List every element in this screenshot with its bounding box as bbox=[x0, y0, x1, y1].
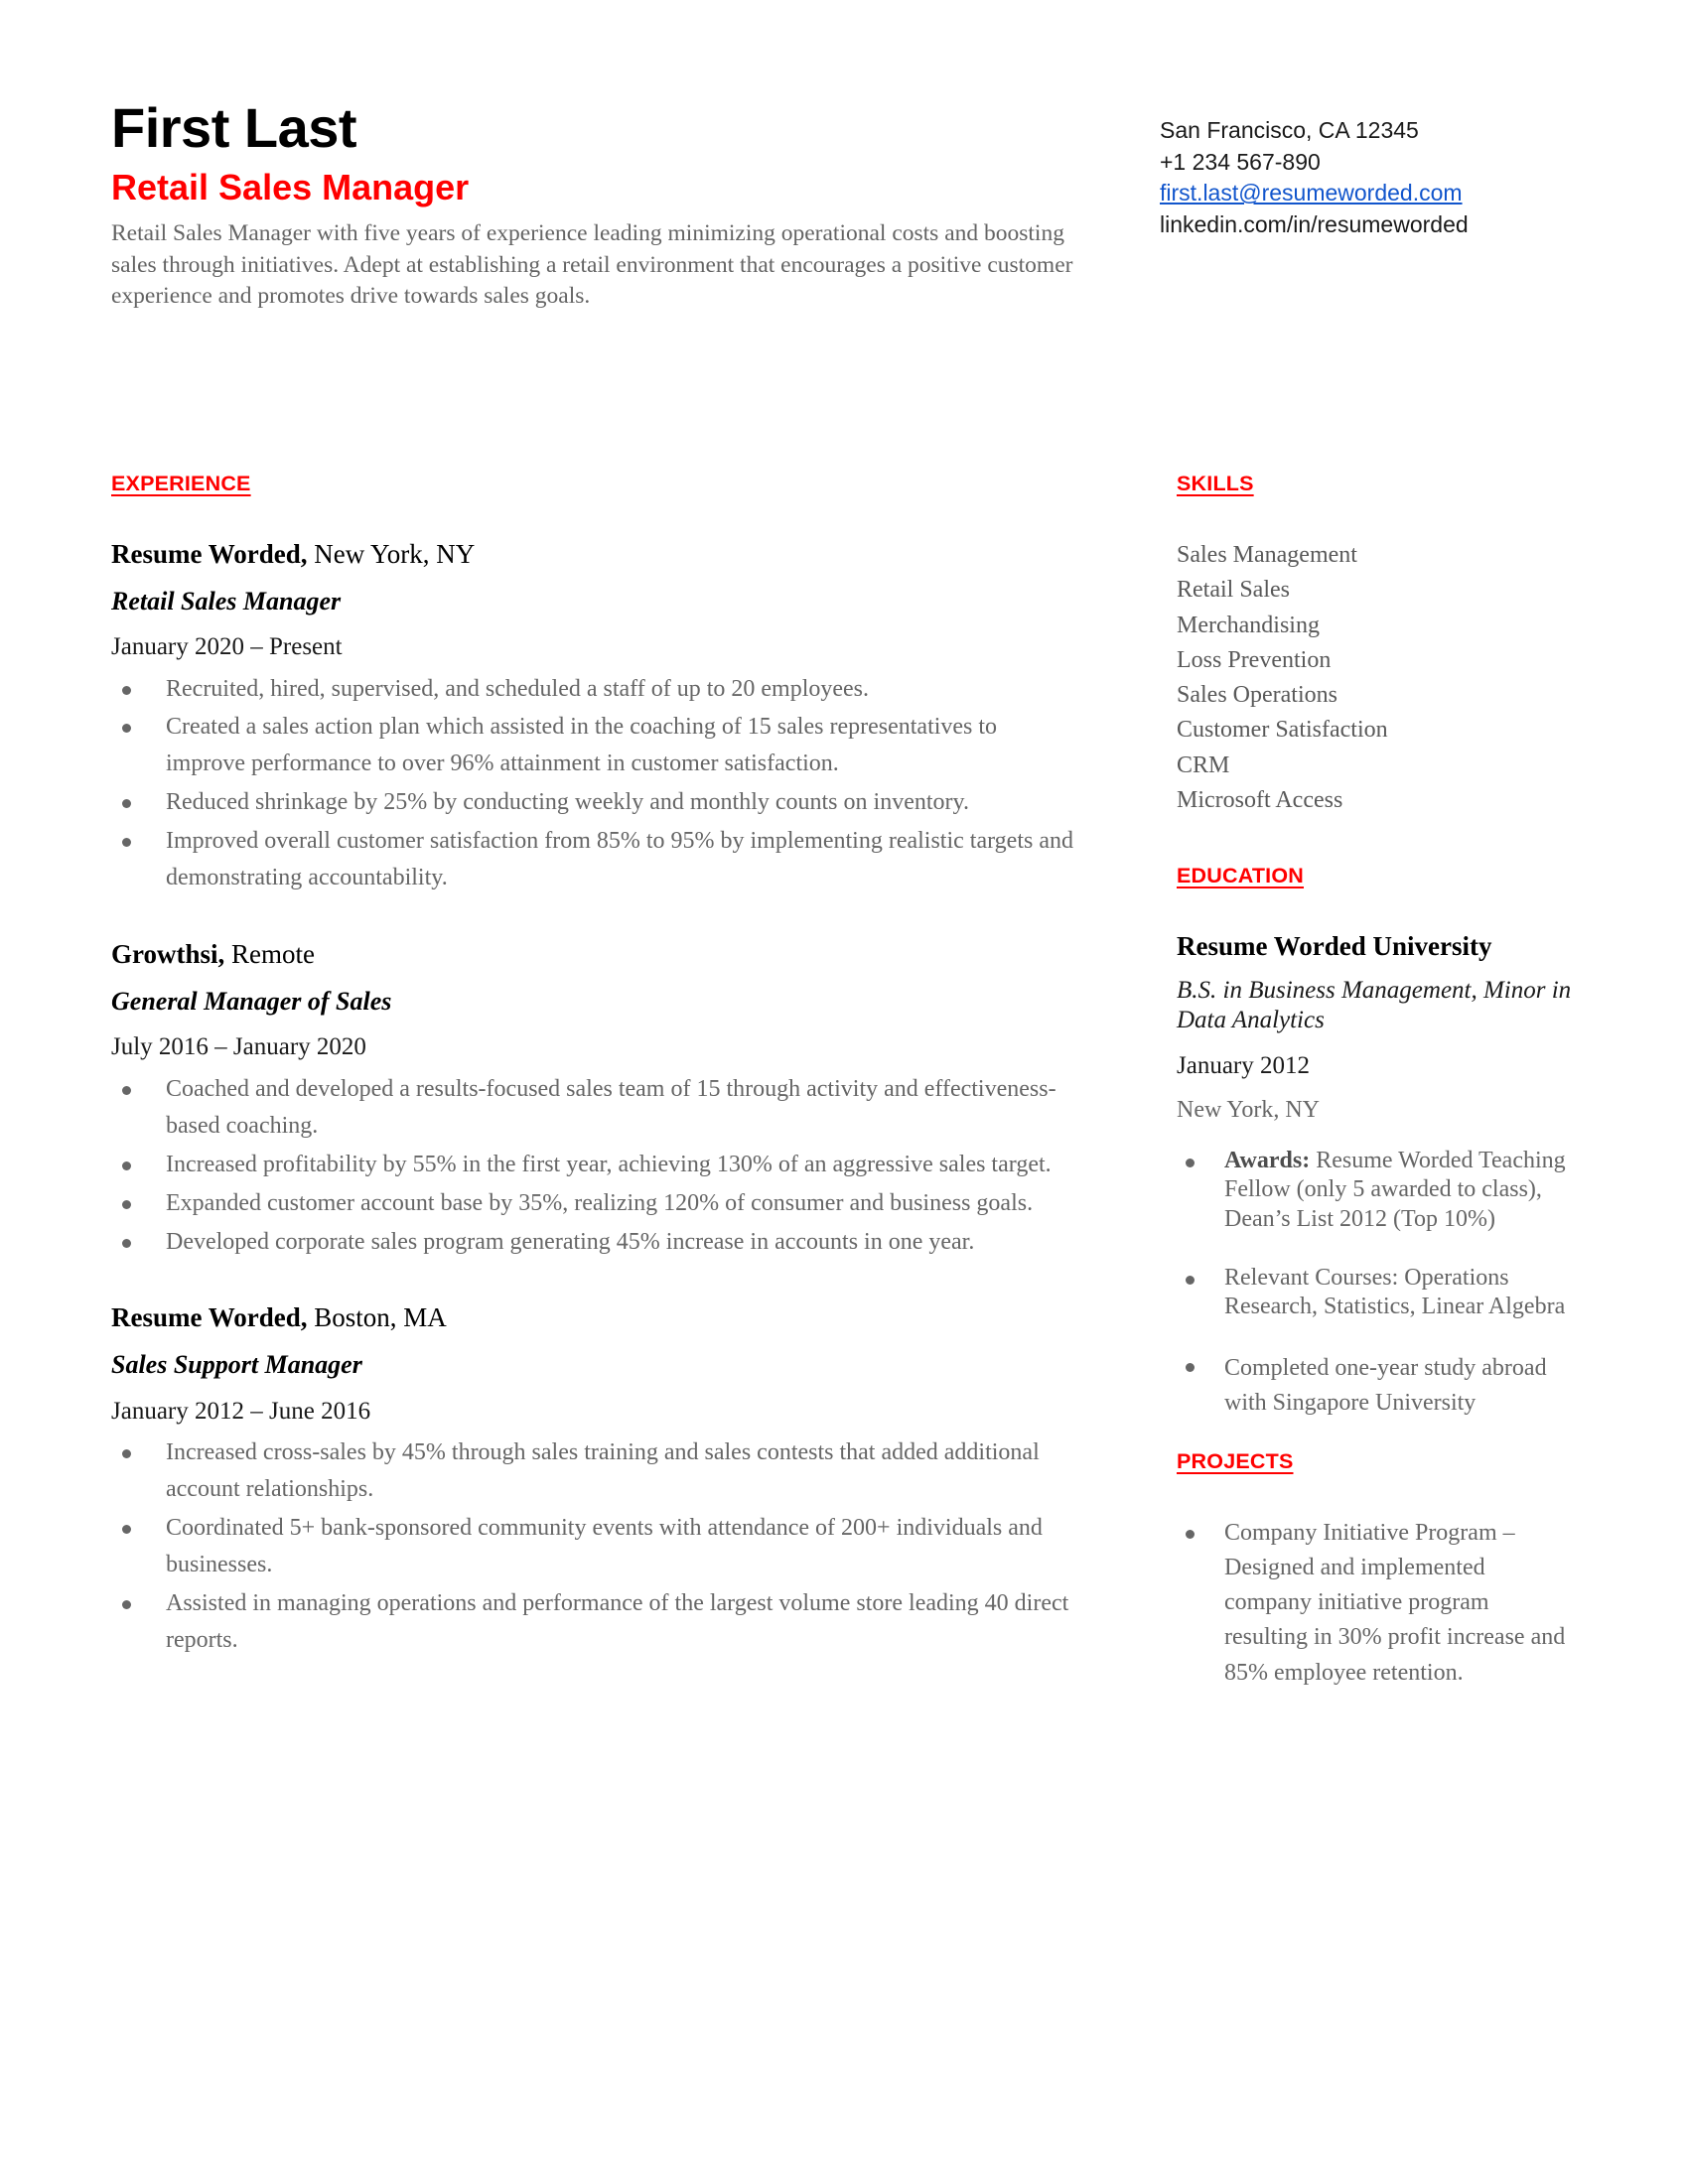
list-item: Reduced shrinkage by 25% by conducting weekly and monthly counts on inventory. bbox=[111, 784, 1079, 821]
section-heading-skills: SKILLS bbox=[1177, 472, 1254, 495]
experience-entry bbox=[111, 938, 1079, 1260]
education-entry bbox=[1177, 930, 1574, 1419]
experience-entry bbox=[111, 538, 1079, 896]
list-item: Increased profitability by 55% in the first year, achieving 130% of an aggressive sales target. bbox=[111, 1147, 1079, 1183]
experience-company-location: Remote bbox=[224, 939, 315, 970]
education-bullet-text: Resume Worded Teaching Fellow (only 5 awarded to class), Dean’s List 2012 (Top 10%) bbox=[1224, 1148, 1566, 1232]
list-item: Created a sales action plan which assisted in the coaching of 15 sales representatives to improve performance to over 96% attainment in customer satisfaction. bbox=[111, 709, 1079, 782]
experience-dates: January 2012 – June 2016 bbox=[111, 1397, 371, 1425]
projects-list bbox=[1177, 1516, 1574, 1691]
experience-company-line bbox=[111, 938, 1079, 972]
list-item: Merchandising bbox=[1177, 612, 1320, 638]
experience-entry bbox=[111, 1301, 1079, 1658]
contact-email-link[interactable]: first.last@resumeworded.com bbox=[1160, 180, 1463, 206]
list-item: CRM bbox=[1177, 751, 1230, 778]
experience-company-name: Growthsi, bbox=[111, 939, 225, 970]
list-item: Assisted in managing operations and performance of the largest volume store leading 40 direct reports. bbox=[111, 1585, 1079, 1659]
experience-bullet-list bbox=[111, 671, 1079, 897]
education-school: Resume Worded University bbox=[1177, 931, 1492, 962]
header-job-title: Retail Sales Manager bbox=[111, 166, 470, 207]
contact-phone: +1 234 567-890 bbox=[1160, 148, 1321, 175]
list-item bbox=[1177, 1147, 1574, 1234]
list-item: Sales Operations bbox=[1177, 682, 1337, 709]
education-bullet-text: Relevant Courses: Operations Research, Statistics, Linear Algebra bbox=[1224, 1264, 1566, 1320]
list-item: Retail Sales bbox=[1177, 577, 1290, 604]
experience-dates: January 2020 – Present bbox=[111, 633, 343, 661]
experience-role: Retail Sales Manager bbox=[111, 586, 342, 615]
page-title: First Last bbox=[111, 96, 357, 159]
experience-company-line bbox=[111, 1301, 1079, 1335]
sidebar-column bbox=[1177, 472, 1574, 1691]
section-heading-education: EDUCATION bbox=[1177, 864, 1305, 888]
contact-location: San Francisco, CA 12345 bbox=[1160, 117, 1419, 143]
list-item: Developed corporate sales program generating 45% increase in accounts in one year. bbox=[111, 1224, 1079, 1261]
education-degree: B.S. in Business Management, Minor in Data Analytics bbox=[1177, 976, 1572, 1034]
list-item: Recruited, hired, supervised, and scheduled a staff of up to 20 employees. bbox=[111, 671, 1079, 708]
list-item: Coordinated 5+ bank-sponsored community events with attendance of 200+ individuals and businesses. bbox=[111, 1510, 1079, 1583]
experience-role: Sales Support Manager bbox=[111, 1350, 362, 1380]
contact-info-block bbox=[1160, 99, 1577, 241]
professional-summary: Retail Sales Manager with five years of experience leading minimizing operational costs and boosting sales through initiatives. Adept at establishing a retail environment that encourages a positive customer experience and promotes drive towards sales goals. bbox=[111, 220, 1073, 310]
list-item: Improved overall customer satisfaction from 85% to 95% by implementing realistic targets and demonstrating accountability. bbox=[111, 823, 1079, 896]
section-heading-experience: EXPERIENCE bbox=[111, 472, 251, 495]
education-bullet-list-extra bbox=[1177, 1351, 1574, 1419]
resume-body-columns bbox=[111, 472, 1589, 1691]
experience-company-location: New York, NY bbox=[307, 539, 476, 569]
header-identity-block bbox=[111, 96, 1114, 313]
list-item: Expanded customer account base by 35%, realizing 120% of consumer and business goals. bbox=[111, 1185, 1079, 1222]
list-item bbox=[1177, 1264, 1574, 1322]
main-column bbox=[111, 472, 1079, 1691]
experience-role: General Manager of Sales bbox=[111, 986, 392, 1016]
experience-company-name: Resume Worded, bbox=[111, 1302, 308, 1333]
list-item: Company Initiative Program – Designed and implemented company initiative program resulting in 30% profit increase and 85% employee retention. bbox=[1177, 1516, 1574, 1691]
list-item: Increased cross-sales by 45% through sales training and sales contests that added additional account relationships. bbox=[111, 1434, 1079, 1508]
experience-dates: July 2016 – January 2020 bbox=[111, 1033, 366, 1061]
list-item: Loss Prevention bbox=[1177, 646, 1332, 673]
list-item: Microsoft Access bbox=[1177, 786, 1343, 813]
experience-company-line bbox=[111, 538, 1079, 572]
experience-bullet-list bbox=[111, 1071, 1079, 1261]
list-item bbox=[1177, 1351, 1574, 1419]
skills-list bbox=[1177, 538, 1574, 818]
section-heading-projects: PROJECTS bbox=[1177, 1448, 1294, 1473]
list-item: Coached and developed a results-focused sales team of 15 through activity and effectiveness-based coaching. bbox=[111, 1071, 1079, 1145]
contact-linkedin: linkedin.com/in/resumeworded bbox=[1160, 211, 1469, 238]
education-bullet-text: Completed one-year study abroad with Singapore University bbox=[1224, 1355, 1547, 1416]
experience-bullet-list bbox=[111, 1434, 1079, 1659]
experience-company-name: Resume Worded, bbox=[111, 539, 308, 569]
education-date: January 2012 bbox=[1177, 1051, 1310, 1079]
education-bullet-lead: Awards: bbox=[1224, 1148, 1311, 1174]
list-item: Customer Satisfaction bbox=[1177, 717, 1388, 744]
resume-header bbox=[111, 96, 1577, 313]
education-location: New York, NY bbox=[1177, 1097, 1321, 1124]
list-item: Sales Management bbox=[1177, 542, 1357, 568]
experience-company-location: Boston, MA bbox=[307, 1302, 447, 1333]
education-bullet-list bbox=[1177, 1147, 1574, 1321]
